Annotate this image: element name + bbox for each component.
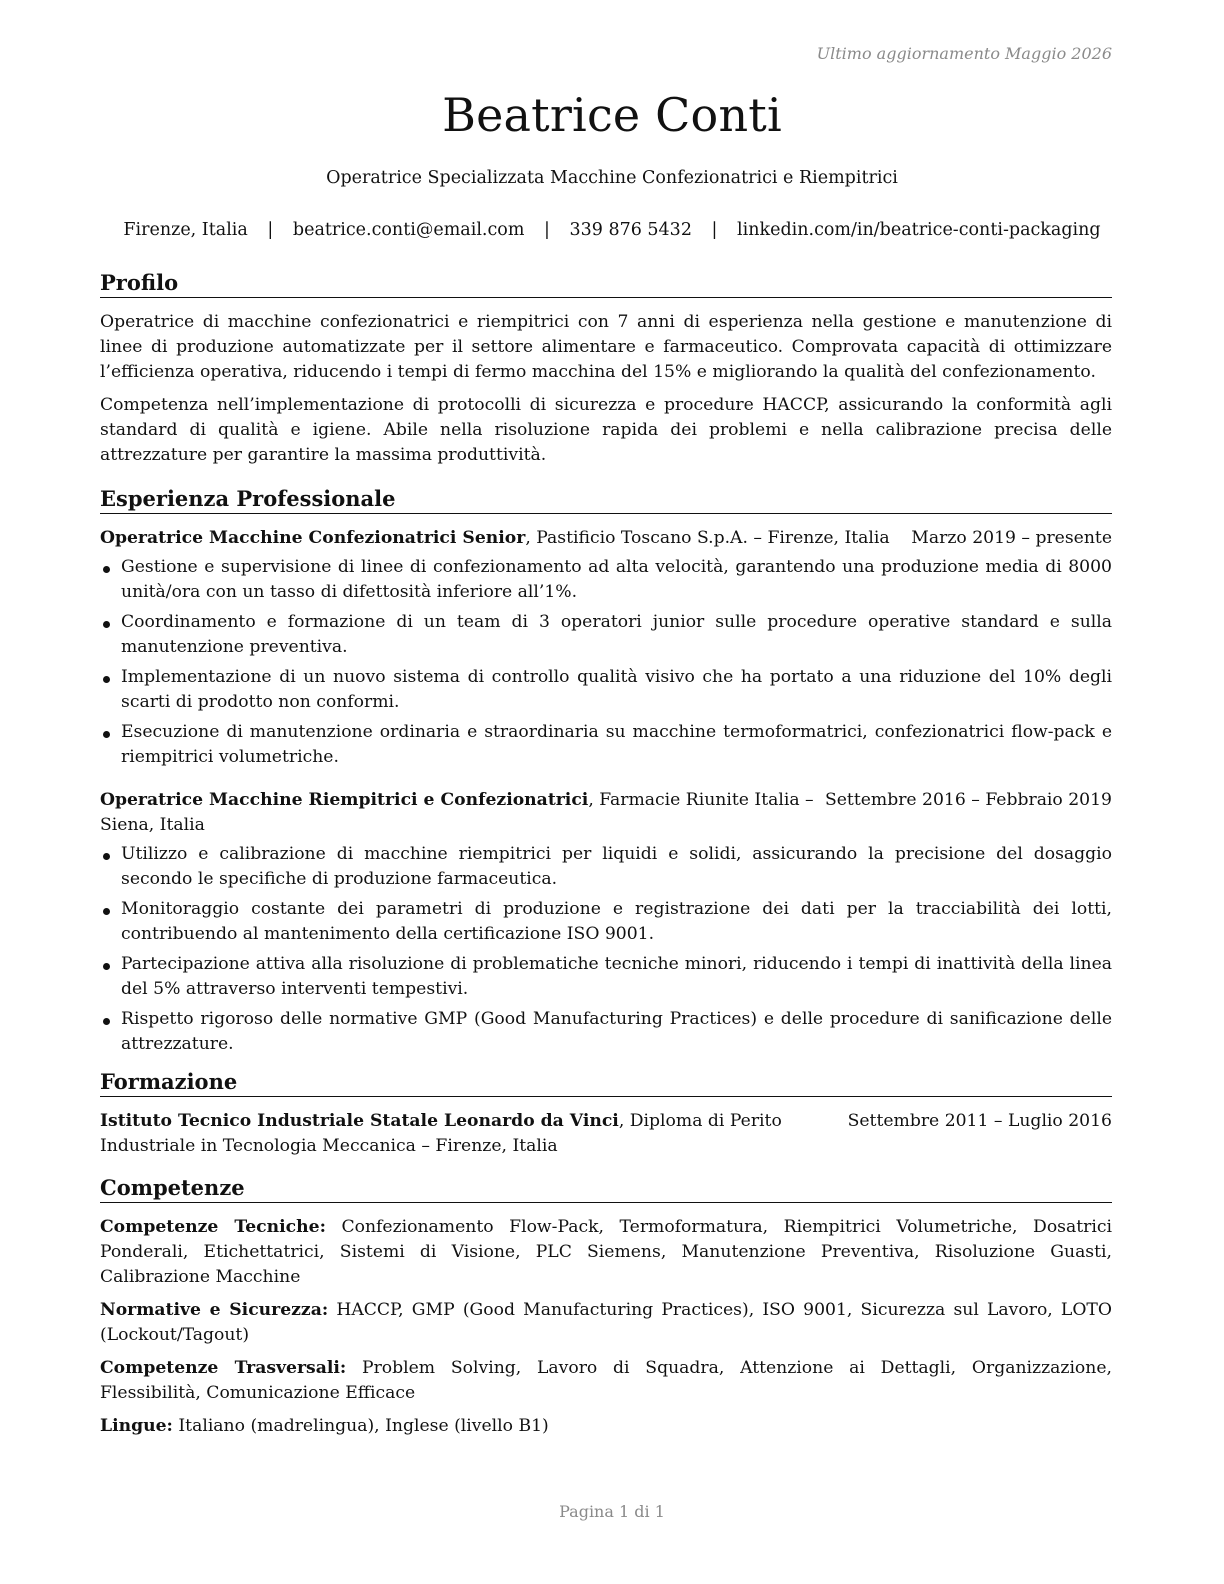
bullet-text: Monitoraggio costante dei parametri di produzione e registrazione dei dati per la tracciabilità dei lotti, contribuendo al mantenimento della certificazione ISO 9001.: [121, 899, 1112, 944]
job-role: Operatrice Macchine Riempitrici e Confezionatrici: [100, 790, 589, 810]
job-role: Operatrice Macchine Confezionatrici Senior: [100, 528, 526, 548]
bullet-icon: [103, 1018, 110, 1025]
contact-email[interactable]: beatrice.conti@email.com: [292, 220, 525, 240]
skill-label: Competenze Trasversali:: [100, 1358, 347, 1378]
bullet-icon: [103, 731, 110, 738]
education-entry: [100, 1109, 1112, 1159]
skill-text: Italiano (madrelingua), Inglese (livello B1): [178, 1416, 549, 1436]
skill-group: [100, 1414, 1112, 1439]
separator: |: [267, 220, 274, 240]
section-title-profile: Profilo: [100, 270, 1112, 298]
profile-paragraph: Competenza nell’implementazione di protocolli di sicurezza e procedure HACCP, assicurando la conformità agli standard di qualità e igiene. Abile nella risoluzione rapida dei problemi e nella calibrazione precisa delle attrezzature per garantire la massima produttività.: [100, 395, 1112, 465]
skill-label: Competenze Tecniche:: [100, 1217, 326, 1237]
bullet-icon: [103, 621, 110, 628]
job-title-line: [100, 788, 825, 838]
bullet-item: [100, 720, 1112, 770]
job-header: [100, 526, 1112, 551]
section-title-skills: Competenze: [100, 1175, 1112, 1203]
skill-text: Confezionamento Flow-Pack, Termoformatura, Riempitrici Volumetriche, Dosatrici Ponderali, Etichettatrici, Sistemi di Visione, PLC Siemens, Manutenzione Preventiva, Risoluzione Guasti, Calibrazione Macchine: [100, 1217, 1112, 1287]
bullet-item: [100, 897, 1112, 947]
job-entry: [100, 788, 1112, 1057]
page-number: Pagina 1 di 1: [559, 1502, 665, 1521]
education-dates: Settembre 2011 – Luglio 2016: [847, 1111, 1112, 1131]
job-dates: Marzo 2019 – presente: [911, 528, 1112, 548]
skills-section: [100, 1175, 1112, 1439]
bullet-item: [100, 1007, 1112, 1057]
skill-label: Normative e Sicurezza:: [100, 1300, 329, 1320]
separator: |: [711, 220, 718, 240]
bullet-icon: [103, 676, 110, 683]
bullet-item: [100, 665, 1112, 715]
profile-paragraph: Operatrice di macchine confezionatrici e riempitrici con 7 anni di esperienza nella gestione e manutenzione di linee di produzione automatizzate per il settore alimentare e farmaceutico. Comprovata capacità di ottimizzare l’efficienza operativa, riducendo i tempi di fermo macchina del 15% e migliorando la qualità del confezionamento.: [100, 312, 1112, 382]
bullet-text: Coordinamento e formazione di un team di 3 operatori junior sulle procedure operative standard e sulla manutenzione preventiva.: [121, 612, 1112, 657]
job-company: , Pastificio Toscano S.p.A. – Firenze, Italia: [525, 528, 890, 548]
bullet-text: Utilizzo e calibrazione di macchine riempitrici per liquidi e solidi, assicurando la precisione del dosaggio secondo le specifiche di produzione farmaceutica.: [121, 844, 1112, 889]
skill-text: Problem Solving, Lavoro di Squadra, Attenzione ai Dettagli, Organizzazione, Flessibilità, Comunicazione Efficace: [100, 1358, 1112, 1403]
bullet-icon: [103, 566, 110, 573]
job-bullets: [100, 842, 1112, 1057]
section-title-experience: Esperienza Professionale: [100, 486, 1112, 514]
bullet-text: Implementazione di un nuovo sistema di controllo qualità visivo che ha portato a una riduzione del 10% degli scarti di prodotto non conformi.: [121, 667, 1112, 712]
skill-text: HACCP, GMP (Good Manufacturing Practices), ISO 9001, Sicurezza sul Lavoro, LOTO (Lockout/Tagout): [100, 1300, 1112, 1345]
job-company: , Farmacie Riunite Italia – Siena, Italia: [100, 790, 814, 835]
job-header: [100, 788, 1112, 838]
job-title-line: [100, 526, 890, 551]
bullet-icon: [103, 963, 110, 970]
candidate-name: Beatrice Conti: [442, 88, 782, 142]
contact-line: [0, 220, 1224, 240]
bullet-icon: [103, 853, 110, 860]
bullet-text: Gestione e supervisione di linee di confezionamento ad alta velocità, garantendo una produzione media di 8000 unità/ora con un tasso di difettosità inferiore all’1%.: [121, 557, 1112, 602]
skill-group: [100, 1298, 1112, 1348]
last-updated: Ultimo aggiornamento Maggio 2026: [816, 44, 1112, 63]
education-section: [100, 1069, 1112, 1159]
skill-label: Lingue:: [100, 1416, 173, 1436]
contact-location: Firenze, Italia: [123, 220, 248, 240]
resume-body: [100, 270, 1112, 1447]
bullet-item: [100, 555, 1112, 605]
skill-group: [100, 1215, 1112, 1290]
job-entry: [100, 526, 1112, 770]
bullet-text: Esecuzione di manutenzione ordinaria e straordinaria su macchine termoformatrici, confezionatrici flow-pack e riempitrici volumetriche.: [121, 722, 1112, 767]
separator: |: [544, 220, 550, 240]
education-school: Istituto Tecnico Industriale Statale Leonardo da Vinci: [100, 1111, 619, 1131]
education-line: [100, 1109, 848, 1159]
bullet-text: Rispetto rigoroso delle normative GMP (Good Manufacturing Practices) e delle procedure di sanificazione delle attrezzature.: [121, 1009, 1112, 1054]
profile-section: [100, 270, 1112, 468]
bullet-item: [100, 952, 1112, 1002]
contact-linkedin[interactable]: linkedin.com/in/beatrice-conti-packaging: [737, 220, 1101, 240]
skill-group: [100, 1356, 1112, 1406]
headline: Operatrice Specializzata Macchine Confezionatrici e Riempitrici: [326, 168, 898, 188]
bullet-text: Partecipazione attiva alla risoluzione di problematiche tecniche minori, riducendo i tempi di inattività della linea del 5% attraverso interventi tempestivi.: [121, 954, 1112, 999]
section-title-education: Formazione: [100, 1069, 1112, 1097]
job-bullets: [100, 555, 1112, 770]
bullet-item: [100, 842, 1112, 892]
contact-phone: 339 876 5432: [569, 220, 692, 240]
experience-section: [100, 486, 1112, 1057]
bullet-icon: [103, 908, 110, 915]
bullet-item: [100, 610, 1112, 660]
education-detail: , Diploma di Perito Industriale in Tecnologia Meccanica – Firenze, Italia: [100, 1111, 782, 1156]
job-dates: Settembre 2016 – Febbraio 2019: [824, 790, 1112, 810]
